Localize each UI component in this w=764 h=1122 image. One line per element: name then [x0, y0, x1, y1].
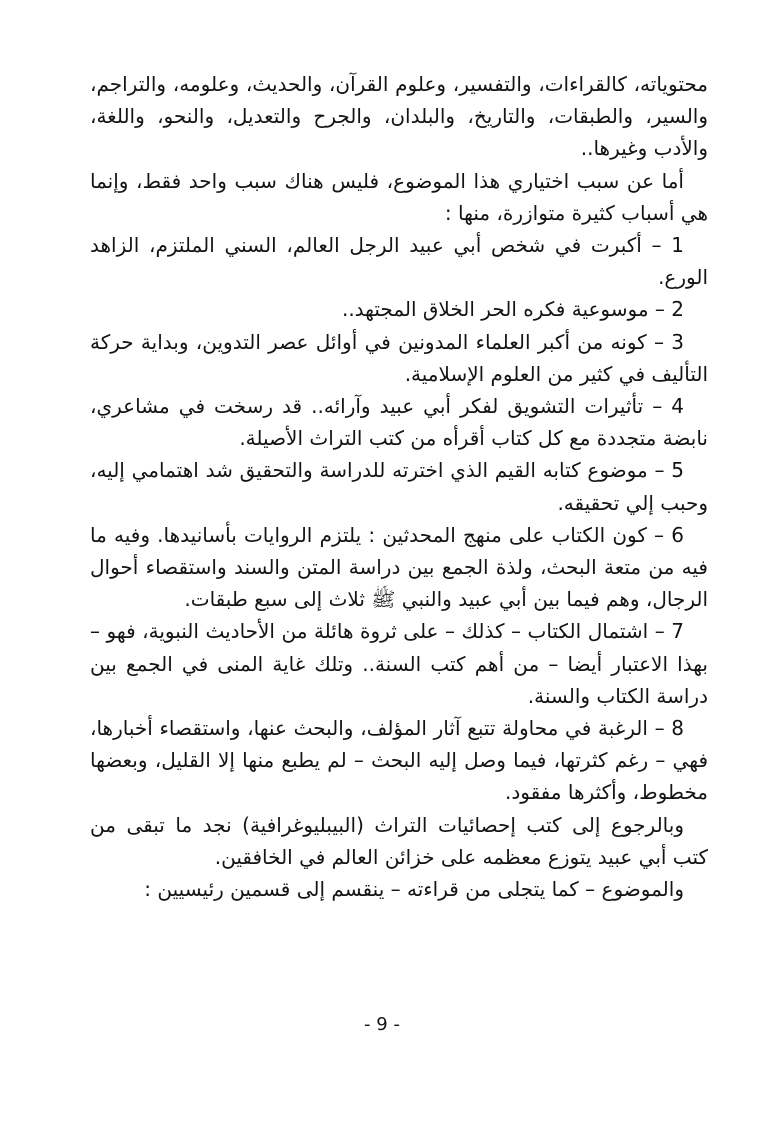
- paragraph-reason-6: 6 – كون الكتاب على منهج المحدثين : يلتزم الروايات بأسانيدها. وفيه ما فيه من متعة البحث، ولذة الجمع بين دراسة المتن والسند واستقصاء أحوال الرجال، وهم فيما بين أبي عبيد والنبي ﷺ ثلاث إلى سبع طبقات.: [90, 522, 708, 612]
- paragraph-reasons-intro: أما عن سبب اختياري هذا الموضوع، فليس هناك سبب واحد فقط، وإنما هي أسباب كثيرة متوازرة، منها :: [90, 168, 708, 225]
- paragraph-reason-8: 8 – الرغبة في محاولة تتبع آثار المؤلف، والبحث عنها، واستقصاء أخبارها، فهي – رغم كثرتها، فيما وصل إليه البحث – لم يطبع منها إلا القليل، وبعضها مخطوط، وأكثرها مفقود.: [90, 716, 708, 805]
- paragraph-reason-7: 7 – اشتمال الكتاب – كذلك – على ثروة هائلة من الأحاديث النبوية، فهو – بهذا الاعتبار أيضا – من أهم كتب السنة.. وتلك غاية المنى في الجمع بين دراسة الكتاب والسنة.: [90, 619, 708, 708]
- page-body: [90, 68, 708, 905]
- paragraph-division: والموضوع – كما يتجلى من قراءته – ينقسم إلى قسمين رئيسيين :: [144, 877, 684, 902]
- paragraph-reason-5: 5 – موضوع كتابه القيم الذي اخترته للدراسة والتحقيق شد اهتمامي إليه، وحبب إلي تحقيقه.: [90, 458, 708, 515]
- paragraph-bibliography: وبالرجوع إلى كتب إحصائيات التراث (البيبليوغرافية) نجد ما تبقى من كتب أبي عبيد يتوزع معظمه على خزائن العالم في الخافقين.: [90, 812, 708, 869]
- paragraph-reason-1: 1 – أكبرت في شخص أبي عبيد الرجل العالم، السني الملتزم، الزاهد الورع.: [90, 233, 708, 290]
- paragraph-contents-list: محتوياته، كالقراءات، والتفسير، وعلوم القرآن، والحديث، وعلومه، والتراجم، والسير، والطبقات، والتاريخ، والبلدان، والجرح والتعديل، والنحو، واللغة، والأدب وغيرها..: [90, 72, 708, 161]
- page-number: - 9 -: [364, 1014, 400, 1035]
- paragraph-reason-2: 2 – موسوعية فكره الحر الخلاق المجتهد..: [341, 297, 684, 322]
- paragraph-reason-3: 3 – كونه من أكبر العلماء المدونين في أوائل عصر التدوين، وبداية حركة التأليف في كثير من العلوم الإسلامية.: [90, 329, 708, 386]
- paragraph-reason-4: 4 – تأثيرات التشويق لفكر أبي عبيد وآرائه.. قد رسخت في مشاعري، نابضة متجددة مع كل كتاب أقرأه من كتب التراث الأصيلة.: [90, 394, 708, 451]
